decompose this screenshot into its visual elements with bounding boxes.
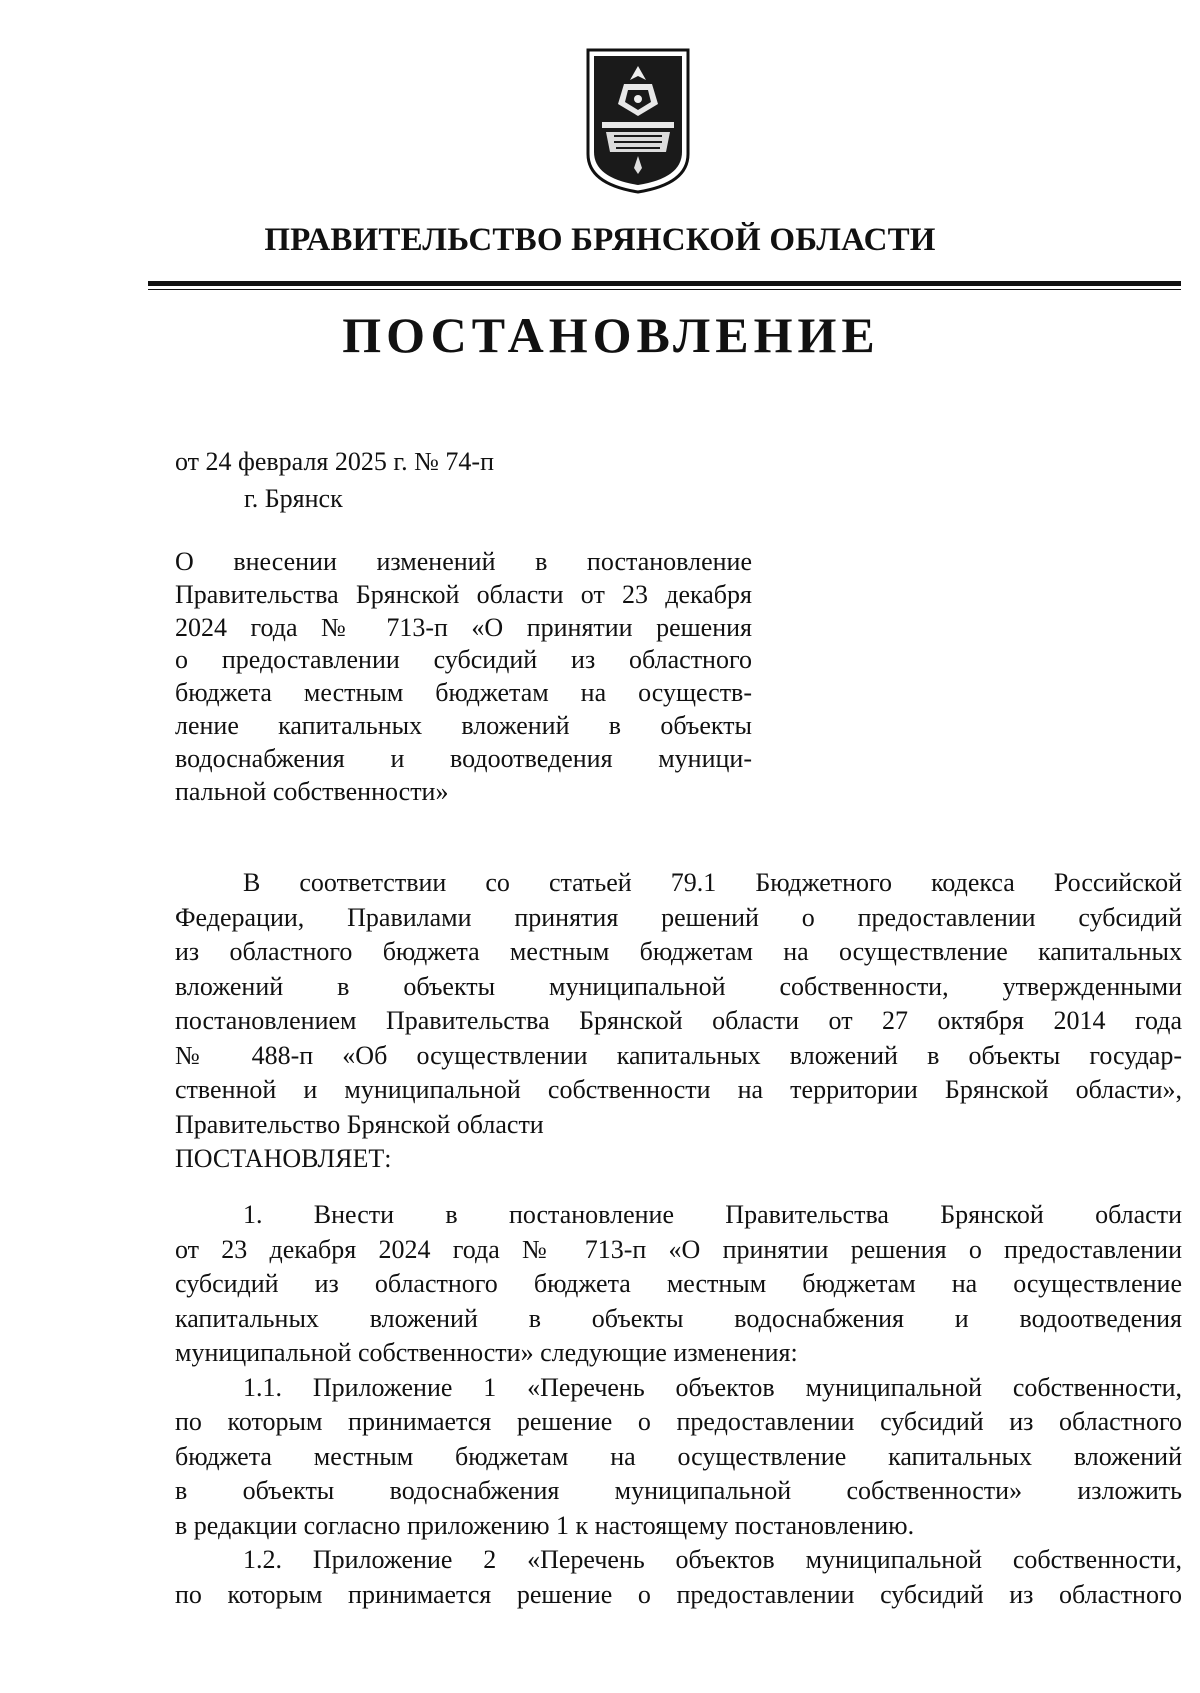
preamble-line: Федерации, Правилами принятия решений о предоставлении субсидий — [175, 902, 1182, 932]
preamble-line: вложений в объекты муниципальной собственности, утвержденными — [175, 971, 1182, 1001]
document-type-title: ПОСТАНОВЛЕНИЕ — [342, 307, 880, 363]
item-line: капитальных вложений в объекты водоснабжения и водоотведения — [175, 1303, 1182, 1333]
item-line: 1. Внести в постановление Правительства Брянской области — [243, 1200, 1182, 1229]
item-line: бюджета местным бюджетам на осуществление капитальных вложений — [175, 1441, 1182, 1471]
preamble-line: постановлением Правительства Брянской области от 27 октября 2014 года — [175, 1006, 1182, 1035]
subject-line: водоснабжения и водоотведения муници- — [175, 743, 752, 773]
preamble-line: № 488-п «Об осуществлении капитальных вложений в объекты государ- — [175, 1040, 1182, 1070]
coat-of-arms-icon — [580, 44, 696, 196]
subject-line: о предоставлении субсидий из областного — [175, 645, 752, 675]
subject-line: пальной собственности» — [175, 776, 449, 806]
preamble-line: ственной и муниципальной собственности на территории Брянской области», — [175, 1075, 1182, 1104]
preamble-line: из областного бюджета местным бюджетам на осуществление капитальных — [175, 937, 1182, 966]
item-line: муниципальной собственности» следующие изменения: — [175, 1338, 798, 1367]
document-subject — [175, 546, 752, 808]
document-date-number: от 24 февраля 2025 г. № 74-п — [175, 447, 494, 476]
resolves-keyword: ПОСТАНОВЛЯЕТ: — [175, 1144, 392, 1173]
subject-line: бюджета местным бюджетам на осуществ- — [175, 678, 752, 708]
item-line: 1.2. Приложение 2 «Перечень объектов муниципальной собственности, — [243, 1545, 1182, 1574]
subject-line: О внесении изменений в постановление — [175, 547, 752, 576]
subject-line: ление капитальных вложений в объекты — [175, 710, 752, 740]
header-rule-thin — [148, 289, 1181, 290]
item-line: по которым принимается решение о предоставлении субсидий из областного — [175, 1407, 1182, 1436]
preamble-line: В соответствии со статьей 79.1 Бюджетного кодекса Российской — [243, 868, 1182, 897]
preamble-line: Правительство Брянской области — [175, 1109, 544, 1139]
preamble-paragraph — [175, 866, 1182, 1177]
subject-line: Правительства Брянской области от 23 декабря — [175, 579, 752, 609]
item-line: субсидий из областного бюджета местным бюджетам на осуществление — [175, 1269, 1182, 1298]
document-city: г. Брянск — [244, 484, 343, 513]
subject-line: 2024 года № 713-п «О принятии решения — [175, 612, 752, 642]
items-section — [175, 1198, 1182, 1612]
item-line: в объекты водоснабжения муниципальной собственности» изложить — [175, 1476, 1182, 1505]
item-line: по которым принимается решение о предоставлении субсидий из областного — [175, 1579, 1182, 1609]
item-line: в редакции согласно приложению 1 к настоящему постановлению. — [175, 1510, 915, 1540]
item-line: 1.1. Приложение 1 «Перечень объектов муниципальной собственности, — [243, 1372, 1182, 1402]
item-line: от 23 декабря 2024 года № 713-п «О принятии решения о предоставлении — [175, 1234, 1182, 1264]
government-title: ПРАВИТЕЛЬСТВО БРЯНСКОЙ ОБЛАСТИ — [264, 222, 936, 258]
header-rule-thick — [148, 281, 1181, 286]
